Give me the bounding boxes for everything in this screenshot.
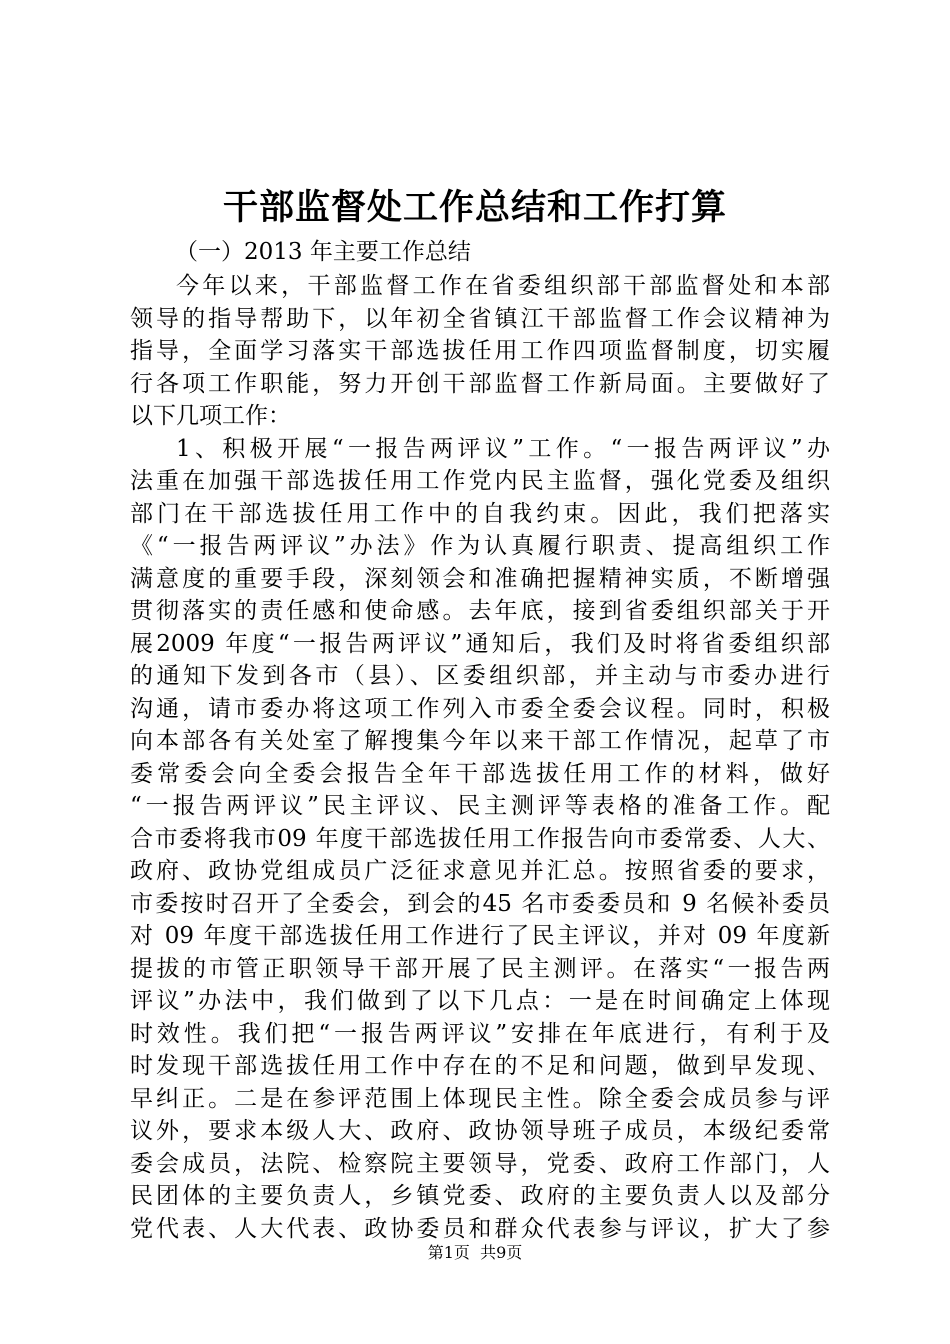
text-line: 委会成员，法院、检察院主要领导，党委、政府工作部门，人 — [130, 1150, 830, 1177]
text-line: 民团体的主要负责人，乡镇党委、政府的主要负责人以及部分 — [130, 1183, 830, 1209]
text-line: 《“一报告两评议”办法》作为认真履行职责、提高组织工作 — [130, 533, 830, 559]
text-line: 展2009 年度“一报告两评议”通知后，我们及时将省委组织部 — [130, 630, 830, 657]
text-line: 满意度的重要手段，深刻领会和准确把握精神实质，不断增强 — [130, 565, 830, 592]
text-line: 领导的指导帮助下，以年初全省镇江干部监督工作会议精神为 — [130, 305, 830, 332]
text-line: 法重在加强干部选拔任用工作党内民主监督，强化党委及组织 — [130, 468, 830, 494]
text-line: 1、积极开展“一报告两评议”工作。“一报告两评议”办 — [176, 435, 830, 462]
text-line: 政府、政协党组成员广泛征求意见并汇总。按照省委的要求， — [130, 858, 830, 884]
text-line: 提拔的市管正职领导干部开展了民主测评。在落实“一报告两 — [130, 955, 830, 982]
text-line: 向本部各有关处室了解搜集今年以来干部工作情况，起草了市 — [130, 728, 830, 754]
text-line: 时效性。我们把“一报告两评议”安排在年底进行，有利于及 — [130, 1020, 830, 1047]
text-line: 今年以来，干部监督工作在省委组织部干部监督处和本部 — [176, 273, 830, 299]
text-line: 议外，要求本级人大、政府、政协领导班子成员，本级纪委常 — [130, 1118, 830, 1144]
text-line: 行各项工作职能，努力开创干部监督工作新局面。主要做好了 — [130, 370, 830, 397]
section-heading: （一）2013 年主要工作总结 — [175, 239, 471, 265]
text-line: 沟通，请市委办将这项工作列入市委全委会议程。同时，积极 — [130, 695, 830, 722]
page-number: 第1页 共9页 — [427, 1243, 523, 1262]
text-line: 部门在干部选拔任用工作中的自我约束。因此，我们把落实 — [130, 500, 830, 527]
text-line: 党代表、人大代表、政协委员和群众代表参与评议，扩大了参 — [130, 1215, 830, 1242]
body-text — [130, 270, 830, 1245]
text-line: 贯彻落实的责任感和使命感。去年底，接到省委组织部关于开 — [130, 598, 830, 624]
text-line: 的通知下发到各市（县）、区委组织部，并主动与市委办进行 — [130, 663, 830, 689]
text-line: 早纠正。二是在参评范围上体现民主性。除全委会成员参与评 — [130, 1085, 830, 1112]
text-line: 市委按时召开了全委会，到会的45 名市委委员和 9 名候补委员 — [130, 890, 830, 917]
text-line: 评议”办法中，我们做到了以下几点：一是在时间确定上体现 — [130, 988, 830, 1014]
text-line: 对 09 年度干部选拔任用工作进行了民主评议，并对 09 年度新 — [130, 923, 830, 949]
document-title: 干部监督处工作总结和工作打算 — [222, 188, 727, 228]
text-line: 时发现干部选拔任用工作中存在的不足和问题，做到早发现、 — [130, 1053, 830, 1079]
text-line: 合市委将我市09 年度干部选拔任用工作报告向市委常委、人大、 — [130, 825, 830, 852]
text-line: 以下几项工作： — [130, 403, 291, 429]
text-line: 指导，全面学习落实干部选拔任用工作四项监督制度，切实履 — [130, 338, 830, 364]
text-line: 委常委会向全委会报告全年干部选拔任用工作的材料，做好 — [130, 760, 830, 787]
text-line: “一报告两评议”民主评议、民主测评等表格的准备工作。配 — [130, 793, 830, 819]
